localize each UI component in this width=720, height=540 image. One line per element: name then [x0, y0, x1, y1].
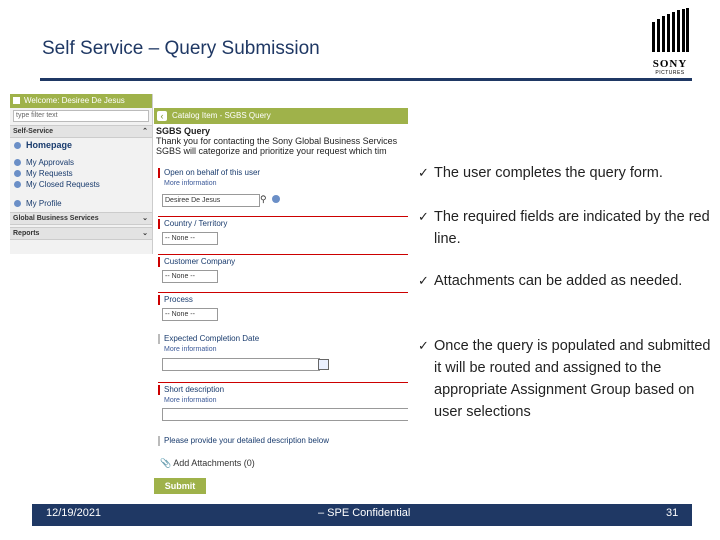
welcome-text: Welcome: Desiree De Jesus: [24, 96, 125, 105]
profile-icon: [14, 200, 21, 207]
required-rule: [158, 216, 408, 217]
check-icon: ✓: [418, 338, 429, 353]
query-title: SGBS Query: [156, 126, 211, 136]
section-reports-label: Reports: [13, 230, 40, 237]
nav-my-requests[interactable]: [10, 168, 152, 179]
process-select[interactable]: -- None --: [162, 308, 218, 321]
nav-homepage[interactable]: [10, 140, 152, 151]
more-info-link[interactable]: More information: [164, 180, 217, 187]
process-label: Process: [158, 295, 193, 305]
check-icon: ✓: [418, 209, 429, 224]
paperclip-icon: 📎: [160, 458, 172, 468]
detailed-description-label: Please provide your detailed description below: [158, 436, 329, 446]
on-behalf-input[interactable]: Desiree De Jesus: [162, 194, 260, 207]
more-info-link[interactable]: More information: [164, 397, 217, 404]
section-global-business-services[interactable]: [10, 212, 152, 225]
catalog-header: [154, 108, 408, 124]
completion-date-input[interactable]: [162, 358, 320, 371]
more-info-link[interactable]: More information: [164, 346, 217, 353]
title-rule: [40, 78, 692, 81]
requests-icon: [14, 170, 21, 177]
nav-my-closed-requests-label: My Closed Requests: [26, 180, 100, 189]
section-self-service-label: Self-Service: [13, 128, 54, 135]
bullet-item: [418, 162, 720, 184]
section-reports[interactable]: [10, 227, 152, 240]
country-label: Country / Territory: [158, 219, 227, 229]
nav-my-approvals-label: My Approvals: [26, 158, 75, 167]
slide-title: Self Service – Query Submission: [42, 38, 320, 59]
add-attachments-label: Add Attachments (0): [173, 458, 255, 468]
submit-button[interactable]: Submit: [154, 478, 206, 494]
nav-my-requests-label: My Requests: [26, 169, 73, 178]
nav-my-profile[interactable]: [10, 198, 152, 209]
collapse-icon[interactable]: ⌃: [142, 128, 148, 135]
lookup-search-icon[interactable]: ⚲: [260, 194, 267, 204]
company-label: Customer Company: [158, 257, 235, 267]
section-self-service[interactable]: [10, 125, 152, 138]
logo-subtext: PICTURES: [655, 70, 685, 76]
expand-icon[interactable]: ⌄: [142, 230, 148, 237]
check-icon: ✓: [418, 165, 429, 180]
nav-my-approvals[interactable]: [10, 157, 152, 168]
check-icon: ✓: [418, 273, 429, 288]
window-icon: [13, 97, 20, 104]
bullet-text: The required fields are indicated by the red line.: [434, 209, 710, 247]
user-info-icon[interactable]: [272, 195, 280, 203]
bullet-text: The user completes the query form.: [434, 165, 663, 181]
footer-page-number: 31: [666, 507, 679, 519]
short-description-input[interactable]: [162, 408, 408, 421]
welcome-bar: [10, 94, 152, 108]
back-icon[interactable]: ‹: [157, 111, 167, 121]
section-gbs-label: Global Business Services: [13, 215, 99, 222]
country-select[interactable]: -- None --: [162, 232, 218, 245]
catalog-header-title: Catalog Item - SGBS Query: [172, 111, 271, 120]
footer-confidential: – SPE Confidential: [318, 507, 411, 519]
left-navigation-panel: [10, 94, 153, 254]
servicenow-screenshot: [10, 94, 408, 504]
calendar-icon[interactable]: [318, 359, 329, 370]
bullet-item: [418, 206, 714, 250]
nav-my-profile-label: My Profile: [26, 199, 62, 208]
closed-requests-icon: [14, 181, 21, 188]
query-description-line1: Thank you for contacting the Sony Global Business Services: [156, 136, 398, 146]
bullet-text: Attachments can be added as needed.: [434, 273, 683, 289]
logo-bars-icon: [650, 8, 690, 54]
add-attachments-link[interactable]: [160, 458, 255, 469]
bullet-item: [418, 270, 694, 292]
query-description-line2: SGBS will categorize and prioritize your request which tim: [156, 146, 387, 156]
completion-date-label: Expected Completion Date: [158, 334, 259, 344]
home-icon: [14, 142, 21, 149]
short-description-label: Short description: [158, 385, 224, 395]
required-rule: [158, 292, 408, 293]
on-behalf-label: Open on behalf of this user: [158, 168, 260, 178]
nav-my-closed-requests[interactable]: [10, 179, 152, 190]
nav-homepage-label: Homepage: [26, 140, 73, 150]
bullet-text: Once the query is populated and submitted it will be routed and assigned to the appropriate Assignment Group based on user selections: [434, 338, 711, 420]
company-select[interactable]: -- None --: [162, 270, 218, 283]
expand-icon[interactable]: ⌄: [142, 215, 148, 222]
filter-input[interactable]: type filter text: [13, 110, 149, 122]
required-rule: [158, 254, 408, 255]
required-rule: [158, 382, 408, 383]
bullet-item: [418, 335, 714, 423]
logo-text: SONY: [652, 58, 688, 70]
sony-pictures-logo: [646, 8, 694, 76]
footer-date: 12/19/2021: [46, 507, 102, 519]
approvals-icon: [14, 159, 21, 166]
